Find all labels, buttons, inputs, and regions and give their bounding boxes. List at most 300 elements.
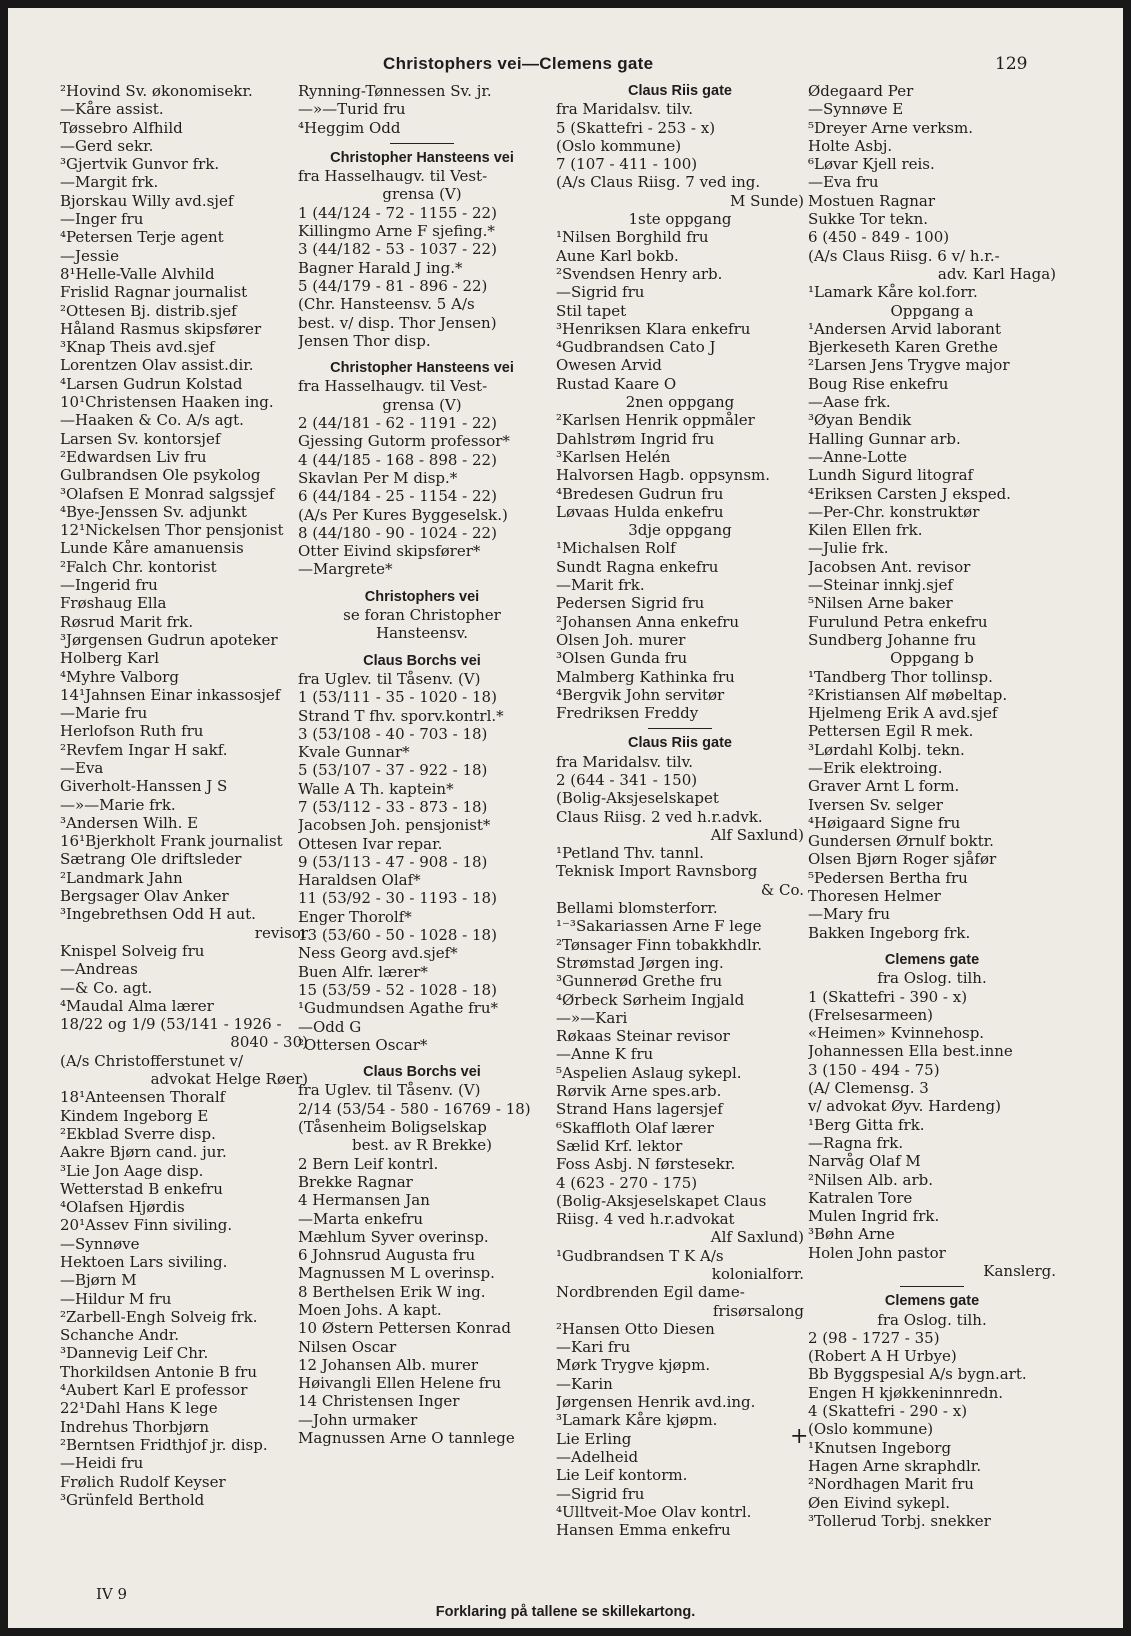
- directory-line: ¹Andersen Arvid laborant: [808, 319, 1001, 338]
- directory-line: ¹Petland Thv. tannl.: [556, 844, 704, 863]
- directory-line: Sundt Ragna enkefru: [556, 557, 719, 576]
- centered-line: fra Oslog. tilh.: [877, 969, 987, 988]
- section-gap: [298, 643, 546, 652]
- directory-line: ⁴Bye-Jenssen Sv. adjunkt: [60, 502, 247, 521]
- directory-line: ³Grünfeld Berthold: [60, 1490, 205, 1509]
- column-1: [60, 82, 308, 1509]
- centered-line: 1ste oppgang: [628, 210, 732, 229]
- directory-line: Haraldsen Olaf*: [298, 871, 421, 890]
- directory-line: ²Hansen Otto Diesen: [556, 1319, 715, 1338]
- directory-line: ³Bøhn Arne: [808, 1225, 895, 1244]
- directory-line: ¹Gudmundsen Agathe fru*: [298, 999, 499, 1018]
- directory-line: Kilen Ellen frk.: [808, 521, 923, 540]
- directory-line: ⁵Pedersen Bertha fru: [808, 868, 968, 887]
- directory-line: ³Karlsen Helén: [556, 447, 671, 466]
- directory-line: (A/s Per Kures Byggeselsk.): [298, 505, 508, 524]
- directory-line: (Bolig-Aksjeselskapet: [556, 789, 719, 808]
- column-2: [298, 82, 546, 1447]
- directory-line: ³Andersen Wilh. E: [60, 813, 199, 832]
- centered-line: Hansteensv.: [376, 624, 468, 643]
- directory-line: 7 (107 - 411 - 100): [556, 155, 698, 174]
- directory-line: —Sigrid fru: [556, 283, 645, 302]
- directory-line: Herlofson Ruth fru: [60, 722, 204, 741]
- directory-line: ⁴Ulltveit-Moe Olav kontrl.: [556, 1502, 752, 1521]
- directory-line: —& Co. agt.: [60, 978, 153, 997]
- directory-line: Hjelmeng Erik A avd.sjef: [808, 704, 998, 723]
- directory-line: Høivangli Ellen Helene fru: [298, 1374, 502, 1393]
- directory-line: ²Ottesen Bj. distrib.sjef: [60, 301, 237, 320]
- directory-line: Lundh Sigurd litograf: [808, 466, 974, 485]
- centered-line: best. av R Brekke): [352, 1136, 492, 1155]
- directory-line: (Robert A H Urbye): [808, 1347, 957, 1366]
- directory-line: ⁴Bredesen Gudrun fru: [556, 484, 724, 503]
- directory-line: —»—Marie frk.: [60, 795, 176, 814]
- directory-line: Røkaas Steinar revisor: [556, 1027, 730, 1046]
- directory-line: ³Olafsen E Monrad salgssjef: [60, 484, 275, 503]
- directory-line: ²Landmark Jahn: [60, 868, 183, 887]
- directory-line: Malmberg Kathinka fru: [556, 667, 735, 686]
- directory-line: Lie Erling: [556, 1429, 632, 1448]
- directory-line: 9 (53/113 - 47 - 908 - 18): [298, 852, 488, 871]
- directory-line: Olsen Bjørn Roger sjåfør: [808, 850, 997, 869]
- directory-line: ¹⁻³Sakariassen Arne F lege: [556, 917, 762, 936]
- directory-line: 3 (53/108 - 40 - 703 - 18): [298, 724, 488, 743]
- directory-line: v/ advokat Øyv. Hardeng): [808, 1097, 1001, 1116]
- directory-line: (Chr. Hansteensv. 5 A/s: [298, 295, 475, 314]
- directory-line: Dahlstrøm Ingrid fru: [556, 429, 715, 448]
- street-heading: Claus Riis gate: [628, 83, 732, 99]
- continuation-line: frisørsalong: [712, 1301, 804, 1320]
- directory-line: ¹Berg Gitta frk.: [808, 1115, 925, 1134]
- section-gap: [298, 1054, 546, 1063]
- section-divider: [298, 137, 546, 149]
- directory-line: 8 Berthelsen Erik W ing.: [298, 1282, 486, 1301]
- street-heading: Claus Riis gate: [628, 735, 732, 752]
- directory-line: 13 (53/60 - 50 - 1028 - 18): [298, 926, 497, 945]
- directory-line: ³Olsen Gunda fru: [556, 649, 688, 668]
- directory-line: Lorentzen Olav assist.dir.: [60, 356, 254, 375]
- directory-line: 14¹Jahnsen Einar inkassosjef: [60, 685, 281, 704]
- directory-line: Bagner Harald J ing.*: [298, 258, 463, 277]
- directory-line: ¹Gudbrandsen T K A/s: [556, 1246, 724, 1265]
- directory-line: Jacobsen Joh. pensjonist*: [298, 816, 491, 835]
- directory-line: Strømstad Jørgen ing.: [556, 953, 724, 972]
- directory-line: 20¹Assev Finn siviling.: [60, 1216, 233, 1235]
- directory-line: Kvale Gunnar*: [298, 743, 410, 762]
- directory-line: (Frelsesarmeen): [808, 1005, 933, 1024]
- directory-line: 1 (44/124 - 72 - 1155 - 22): [298, 203, 497, 222]
- directory-line: —Julie frk.: [808, 539, 889, 558]
- directory-line: Claus Riisg. 2 ved h.r.advk.: [556, 807, 763, 826]
- directory-line: ³Lamark Kåre kjøpm.: [556, 1411, 718, 1430]
- directory-line: ³Gunnerød Grethe fru: [556, 972, 723, 991]
- footer-note: Forklaring på tallene se skillekartong.: [435, 1604, 696, 1620]
- section-gap: [298, 350, 546, 359]
- directory-line: Pedersen Sigrid fru: [556, 594, 705, 613]
- directory-line: Gulbrandsen Ole psykolog: [60, 466, 261, 485]
- directory-line: Magnussen Arne O tannlege: [298, 1429, 515, 1448]
- continuation-line: 8040 - 30): [230, 1033, 308, 1052]
- directory-line: Thoresen Helmer: [808, 887, 941, 906]
- directory-line: Mulen Ingrid frk.: [808, 1207, 940, 1226]
- directory-line: Engen H kjøkkeninnredn.: [808, 1383, 1004, 1402]
- directory-line: 4 (Skattefri - 290 - x): [808, 1402, 968, 1421]
- directory-line: Owesen Arvid: [556, 356, 662, 375]
- directory-line: (A/s Claus Riisg. 6 v/ h.r.-: [808, 246, 1000, 265]
- section-gap: [808, 942, 1056, 951]
- directory-line: Pettersen Egil R mek.: [808, 722, 974, 741]
- directory-line: Sælid Krf. lektor: [556, 1136, 683, 1155]
- directory-line: 2 (644 - 341 - 150): [556, 770, 698, 789]
- directory-line: Walle A Th. kaptein*: [298, 779, 454, 798]
- directory-line: Bergsager Olav Anker: [60, 887, 229, 906]
- directory-line: —Bjørn M: [60, 1271, 137, 1290]
- directory-line: ⁶Løvar Kjell reis.: [808, 155, 935, 174]
- directory-line: 4 (623 - 270 - 175): [556, 1173, 698, 1192]
- directory-line: Tøssebro Alfhild: [60, 118, 183, 137]
- directory-line: (Oslo kommune): [556, 136, 682, 155]
- continuation-line: Alf Saxlund): [710, 1228, 804, 1247]
- directory-line: —Eva: [60, 758, 104, 777]
- directory-line: Holen John pastor: [808, 1243, 946, 1262]
- directory-line: 12¹Nickelsen Thor pensjonist: [60, 521, 284, 540]
- directory-line: ²Zarbell-Engh Solveig frk.: [60, 1307, 258, 1326]
- section-divider: [808, 1280, 1056, 1292]
- directory-line: Øen Eivind sykepl.: [808, 1493, 950, 1512]
- directory-line: Schanche Andr.: [60, 1326, 180, 1345]
- continuation-line: Alf Saxlund): [710, 825, 804, 844]
- directory-line: 8¹Helle-Valle Alvhild: [60, 264, 215, 283]
- directory-line: Hagen Arne skraphdlr.: [808, 1456, 982, 1475]
- directory-line: Riisg. 4 ved h.r.advokat: [556, 1210, 735, 1229]
- directory-line: Holte Asbj.: [808, 136, 893, 155]
- directory-line: Buen Alfr. lærer*: [298, 962, 428, 981]
- directory-line: ⁴Gudbrandsen Cato J: [556, 338, 716, 357]
- directory-line: Nilsen Oscar: [298, 1337, 397, 1356]
- centered-line: fra Oslog. tilh.: [877, 1310, 987, 1329]
- directory-line: —Haaken & Co. A/s agt.: [60, 411, 244, 430]
- directory-line: fra Hasselhaugv. til Vest-: [298, 377, 488, 396]
- directory-line: ⁵Dreyer Arne verksm.: [808, 118, 973, 137]
- directory-line: Skavlan Per M disp.*: [298, 468, 458, 487]
- directory-line: —Marta enkefru: [298, 1209, 424, 1228]
- continuation-line: revisor: [254, 923, 308, 942]
- directory-line: 12 Johansen Alb. murer: [298, 1355, 479, 1374]
- directory-line: ⁵Aspelien Aslaug sykepl.: [556, 1063, 742, 1082]
- directory-line: Fredriksen Freddy: [556, 704, 699, 723]
- centered-line: grensa (V): [382, 185, 462, 204]
- directory-line: —John urmaker: [298, 1410, 418, 1429]
- directory-line: Strand T fhv. sporv.kontrl.*: [298, 706, 504, 725]
- directory-line: Mostuen Ragnar: [808, 191, 936, 210]
- directory-line: Iversen Sv. selger: [808, 795, 943, 814]
- directory-line: 5 (44/179 - 81 - 896 - 22): [298, 276, 488, 295]
- directory-line: Jensen Thor disp.: [298, 331, 431, 350]
- directory-line: Johannessen Ella best.inne: [808, 1042, 1013, 1061]
- directory-line: ³Øyan Bendik: [808, 411, 912, 430]
- directory-line: Thorkildsen Antonie B fru: [60, 1362, 257, 1381]
- directory-line: 18¹Anteensen Thoralf: [60, 1088, 226, 1107]
- directory-line: ⁶Skaffloth Olaf lærer: [556, 1118, 714, 1137]
- directory-line: Kindem Ingeborg E: [60, 1106, 209, 1125]
- directory-line: 6 Johnsrud Augusta fru: [298, 1246, 476, 1265]
- directory-line: ²Edwardsen Liv fru: [60, 447, 207, 466]
- centered-line: grensa (V): [382, 395, 462, 414]
- directory-line: 2 (98 - 1727 - 35): [808, 1328, 940, 1347]
- directory-line: (Oslo kommune): [808, 1420, 934, 1439]
- directory-line: —Mary fru: [808, 905, 891, 924]
- directory-line: ¹Lamark Kåre kol.forr.: [808, 283, 978, 302]
- directory-line: Bakken Ingeborg frk.: [808, 923, 971, 942]
- directory-line: Sætrang Ole driftsleder: [60, 850, 242, 869]
- directory-line: ³Lie Jon Aage disp.: [60, 1161, 204, 1180]
- column-3: [556, 82, 804, 1539]
- directory-line: Aune Karl bokb.: [556, 246, 679, 265]
- directory-line: ⁴Petersen Terje agent: [60, 228, 224, 247]
- directory-line: Hektoen Lars siviling.: [60, 1253, 228, 1271]
- directory-line: Gjessing Gutorm professor*: [298, 432, 510, 451]
- directory-line: (Tåsenheim Boligselskap: [298, 1118, 487, 1137]
- directory-line: Frøshaug Ella: [60, 594, 167, 613]
- directory-line: fra Hasselhaugv. til Vest-: [298, 167, 488, 186]
- directory-line: —Steinar innkj.sjef: [808, 576, 953, 595]
- continuation-line: M Sunde): [729, 191, 804, 210]
- directory-line: Mørk Trygve kjøpm.: [556, 1356, 711, 1375]
- centered-line: se foran Christopher: [343, 606, 501, 625]
- directory-line: ²Larsen Jens Trygve major: [808, 356, 1010, 375]
- directory-line: 5 (53/107 - 37 - 922 - 18): [298, 761, 488, 780]
- directory-line: —Adelheid: [556, 1447, 639, 1466]
- directory-line: 2 Bern Leif kontrl.: [298, 1154, 439, 1173]
- directory-line: Furulund Petra enkefru: [808, 612, 988, 631]
- directory-line: Sundberg Johanne fru: [808, 630, 977, 649]
- directory-line: ²Revfem Ingar H sakf.: [60, 740, 228, 759]
- directory-line: ⁴Larsen Gudrun Kolstad: [60, 374, 243, 393]
- directory-line: ²Ottersen Oscar*: [298, 1035, 428, 1054]
- directory-line: 14 Christensen Inger: [298, 1392, 460, 1411]
- directory-line: Gundersen Ørnulf boktr.: [808, 832, 994, 851]
- directory-line: 22¹Dahl Hans K lege: [60, 1399, 218, 1418]
- directory-line: ¹Knutsen Ingeborg: [808, 1438, 952, 1457]
- directory-line: ²Kristiansen Alf møbeltap.: [808, 685, 1008, 704]
- directory-line: Boug Rise enkefru: [808, 374, 949, 393]
- directory-line: —Sigrid fru: [556, 1484, 645, 1503]
- directory-line: ⁴Høigaard Signe fru: [808, 813, 961, 832]
- directory-line: —Aase frk.: [808, 393, 891, 412]
- directory-line: ¹Nilsen Borghild fru: [556, 228, 709, 247]
- directory-line: Halvorsen Hagb. oppsynsm.: [556, 466, 771, 485]
- directory-line: 15 (53/59 - 52 - 1028 - 18): [298, 980, 497, 999]
- section-divider: [556, 722, 804, 734]
- directory-line: ³Knap Theis avd.sjef: [60, 338, 215, 357]
- directory-line: Aakre Bjørn cand. jur.: [60, 1143, 227, 1162]
- directory-line: —Hildur M fru: [60, 1289, 172, 1308]
- directory-line: Sukke Tor tekn.: [808, 210, 928, 229]
- directory-line: 1 (Skattefri - 390 - x): [808, 987, 968, 1006]
- directory-line: —Odd G: [298, 1017, 362, 1036]
- directory-line: fra Uglev. til Tåsenv. (V): [298, 1081, 481, 1100]
- directory-line: Giverholt-Hanssen J S: [60, 777, 228, 796]
- centered-line: Oppgang b: [890, 649, 974, 668]
- directory-line: Graver Arnt L form.: [808, 777, 960, 796]
- directory-line: ³Jørgensen Gudrun apoteker: [60, 630, 278, 649]
- directory-line: fra Maridalsv. tilv.: [556, 100, 694, 119]
- directory-line: ³Tollerud Torbj. snekker: [808, 1511, 991, 1530]
- directory-line: —Andreas: [60, 960, 138, 979]
- directory-line: ⁴Heggim Odd: [298, 118, 401, 137]
- directory-line: ⁴Eriksen Carsten J eksped.: [808, 484, 1011, 503]
- directory-line: —Kari fru: [556, 1338, 631, 1357]
- directory-line: Rynning-Tønnessen Sv. jr.: [298, 82, 492, 100]
- directory-line: ¹Michalsen Rolf: [556, 539, 676, 558]
- directory-line: fra Maridalsv. tilv.: [556, 752, 694, 771]
- directory-line: —Gerd sekr.: [60, 136, 154, 155]
- directory-line: ²Falch Chr. kontorist: [60, 557, 217, 576]
- street-heading: Claus Borchs vei: [363, 652, 481, 669]
- directory-line: Strand Hans lagersjef: [556, 1100, 723, 1119]
- directory-line: Rørvik Arne spes.arb.: [556, 1082, 722, 1101]
- directory-line: 6 (44/184 - 25 - 1154 - 22): [298, 487, 497, 506]
- directory-line: Wetterstad B enkefru: [60, 1179, 223, 1198]
- directory-line: ³Dannevig Leif Chr.: [60, 1344, 209, 1363]
- directory-line: Bjerkeseth Karen Grethe: [808, 338, 998, 357]
- directory-line: 4 (44/185 - 168 - 898 - 22): [298, 450, 497, 469]
- directory-line: ⁴Aubert Karl E professor: [60, 1381, 248, 1400]
- directory-line: —Margrete*: [298, 560, 393, 579]
- directory-line: 5 (Skattefri - 253 - x): [556, 118, 716, 137]
- directory-line: ²Nordhagen Marit fru: [808, 1475, 974, 1494]
- directory-line: —Erik elektroing.: [808, 758, 943, 777]
- directory-line: —Marit frk.: [556, 576, 645, 595]
- centered-line: 3dje oppgang: [628, 521, 732, 540]
- directory-line: Nordbrenden Egil dame-: [556, 1283, 745, 1302]
- directory-line: —Heidi fru: [60, 1454, 144, 1473]
- volume-mark: IV 9: [96, 1585, 128, 1603]
- directory-line: (Bolig-Aksjeselskapet Claus: [556, 1191, 767, 1210]
- directory-line: 11 (53/92 - 30 - 1193 - 18): [298, 889, 497, 908]
- directory-line: Magnussen M L overinsp.: [298, 1264, 495, 1283]
- directory-line: 7 (53/112 - 33 - 873 - 18): [298, 797, 488, 816]
- directory-line: ²Hovind Sv. økonomisekr.: [60, 82, 253, 100]
- street-heading: Christophers vei: [364, 588, 480, 605]
- directory-line: —Synnøve E: [808, 100, 904, 119]
- directory-line: Knispel Solveig fru: [60, 941, 205, 960]
- directory-line: —»—Turid fru: [298, 100, 406, 119]
- street-heading: Christopher Hansteens vei: [330, 360, 514, 377]
- plus-mark: +: [790, 1424, 809, 1449]
- street-heading: Christopher Hansteens vei: [330, 149, 514, 166]
- directory-line: ²Svendsen Henry arb.: [556, 264, 723, 283]
- page-title: Christophers vei—Clemens gate: [383, 54, 654, 73]
- directory-line: Bellami blomsterforr.: [556, 899, 718, 918]
- directory-line: Mæhlum Syver overinsp.: [298, 1227, 489, 1246]
- directory-line: fra Uglev. til Tåsenv. (V): [298, 669, 481, 688]
- street-heading: Clemens gate: [884, 1293, 980, 1310]
- directory-line: 1 (53/111 - 35 - 1020 - 18): [298, 688, 497, 707]
- directory-line: (A/ Clemensg. 3: [808, 1079, 929, 1098]
- directory-line: ⁴Olafsen Hjørdis: [60, 1198, 185, 1217]
- directory-line: Teknisk Import Ravnsborg: [556, 862, 758, 881]
- directory-line: Lunde Kåre amanuensis: [60, 539, 244, 558]
- directory-line: —Kåre assist.: [60, 100, 164, 119]
- centered-line: Oppgang a: [890, 301, 974, 320]
- directory-line: 8 (44/180 - 90 - 1024 - 22): [298, 523, 497, 542]
- street-heading: Claus Borchs vei: [363, 1064, 481, 1081]
- directory-line: ¹Tandberg Thor tollinsp.: [808, 667, 993, 686]
- directory-line: Ottesen Ivar repar.: [298, 834, 443, 853]
- directory-page: [8, 8, 1123, 1628]
- directory-line: 18/22 og 1/9 (53/141 - 1926 -: [60, 1015, 282, 1034]
- directory-line: ⁴Myhre Valborg: [60, 667, 179, 686]
- directory-line: —Margit frk.: [60, 173, 159, 192]
- continuation-line: Kanslerg.: [983, 1262, 1056, 1280]
- directory-line: Frølich Rudolf Keyser: [60, 1472, 226, 1491]
- directory-line: ²Karlsen Henrik oppmåler: [556, 411, 755, 430]
- directory-line: —Anne-Lotte: [808, 447, 908, 466]
- directory-line: Larsen Sv. kontorsjef: [60, 429, 221, 448]
- continuation-line: adv. Karl Haga): [937, 264, 1056, 283]
- directory-line: Bjorskau Willy avd.sjef: [60, 191, 234, 210]
- directory-line: best. v/ disp. Thor Jensen): [298, 313, 497, 332]
- directory-line: —Anne K fru: [556, 1045, 654, 1064]
- directory-line: Holberg Karl: [60, 649, 160, 668]
- centered-line: 2nen oppgang: [625, 393, 735, 412]
- street-heading: Clemens gate: [884, 951, 980, 968]
- directory-line: Narvåg Olaf M: [808, 1152, 921, 1171]
- directory-line: —Synnøve: [60, 1234, 140, 1253]
- directory-line: Rustad Kaare O: [556, 374, 677, 393]
- directory-line: —Per-Chr. konstruktør: [808, 502, 980, 521]
- directory-line: ⁴Bergvik John servitør: [556, 685, 725, 704]
- directory-line: ⁴Maudal Alma lærer: [60, 996, 214, 1015]
- section-gap: [298, 579, 546, 588]
- directory-line: —Inger fru: [60, 210, 144, 229]
- directory-line: Ødegaard Per: [808, 82, 914, 100]
- directory-line: Katralen Tore: [808, 1188, 913, 1207]
- directory-line: Bb Byggspesial A/s bygn.art.: [808, 1365, 1027, 1384]
- directory-line: ²Tønsager Finn tobakkhdlr.: [556, 935, 763, 954]
- directory-line: 3 (150 - 494 - 75): [808, 1060, 940, 1079]
- directory-line: —Eva fru: [808, 173, 879, 192]
- directory-line: Lie Leif kontorm.: [556, 1466, 688, 1485]
- directory-line: (A/s Claus Riisg. 7 ved ing.: [556, 173, 761, 192]
- directory-line: —Jessie: [60, 246, 119, 265]
- directory-line: Stil tapet: [556, 301, 627, 320]
- directory-line: ²Ekblad Sverre disp.: [60, 1124, 216, 1143]
- directory-line: Håland Rasmus skipsfører: [60, 319, 262, 338]
- directory-line: —Ingerid fru: [60, 576, 158, 595]
- directory-line: Olsen Joh. murer: [556, 630, 686, 649]
- continuation-line: & Co.: [760, 880, 804, 899]
- directory-line: Foss Asbj. N førstesekr.: [556, 1155, 736, 1174]
- directory-line: Løvaas Hulda enkefru: [556, 502, 724, 521]
- directory-line: Jørgensen Henrik avd.ing.: [556, 1393, 756, 1412]
- directory-line: ³Gjertvik Gunvor frk.: [60, 155, 220, 174]
- continuation-line: kolonialforr.: [711, 1265, 804, 1283]
- directory-line: 6 (450 - 849 - 100): [808, 228, 950, 247]
- directory-line: ³Ingebrethsen Odd H aut.: [60, 905, 256, 924]
- directory-line: Røsrud Marit frk.: [60, 612, 194, 631]
- directory-line: Brekke Ragnar: [298, 1172, 413, 1191]
- directory-line: Frislid Ragnar journalist: [60, 283, 248, 302]
- directory-line: 10 Østern Pettersen Konrad: [298, 1319, 511, 1338]
- directory-line: «Heimen» Kvinnehosp.: [808, 1024, 985, 1043]
- directory-line: —Ragna frk.: [808, 1133, 904, 1152]
- directory-line: ²Johansen Anna enkefru: [556, 612, 740, 631]
- directory-line: —Karin: [556, 1374, 613, 1393]
- directory-line: 2 (44/181 - 62 - 1191 - 22): [298, 414, 497, 433]
- directory-line: 10¹Christensen Haaken ing.: [60, 393, 274, 412]
